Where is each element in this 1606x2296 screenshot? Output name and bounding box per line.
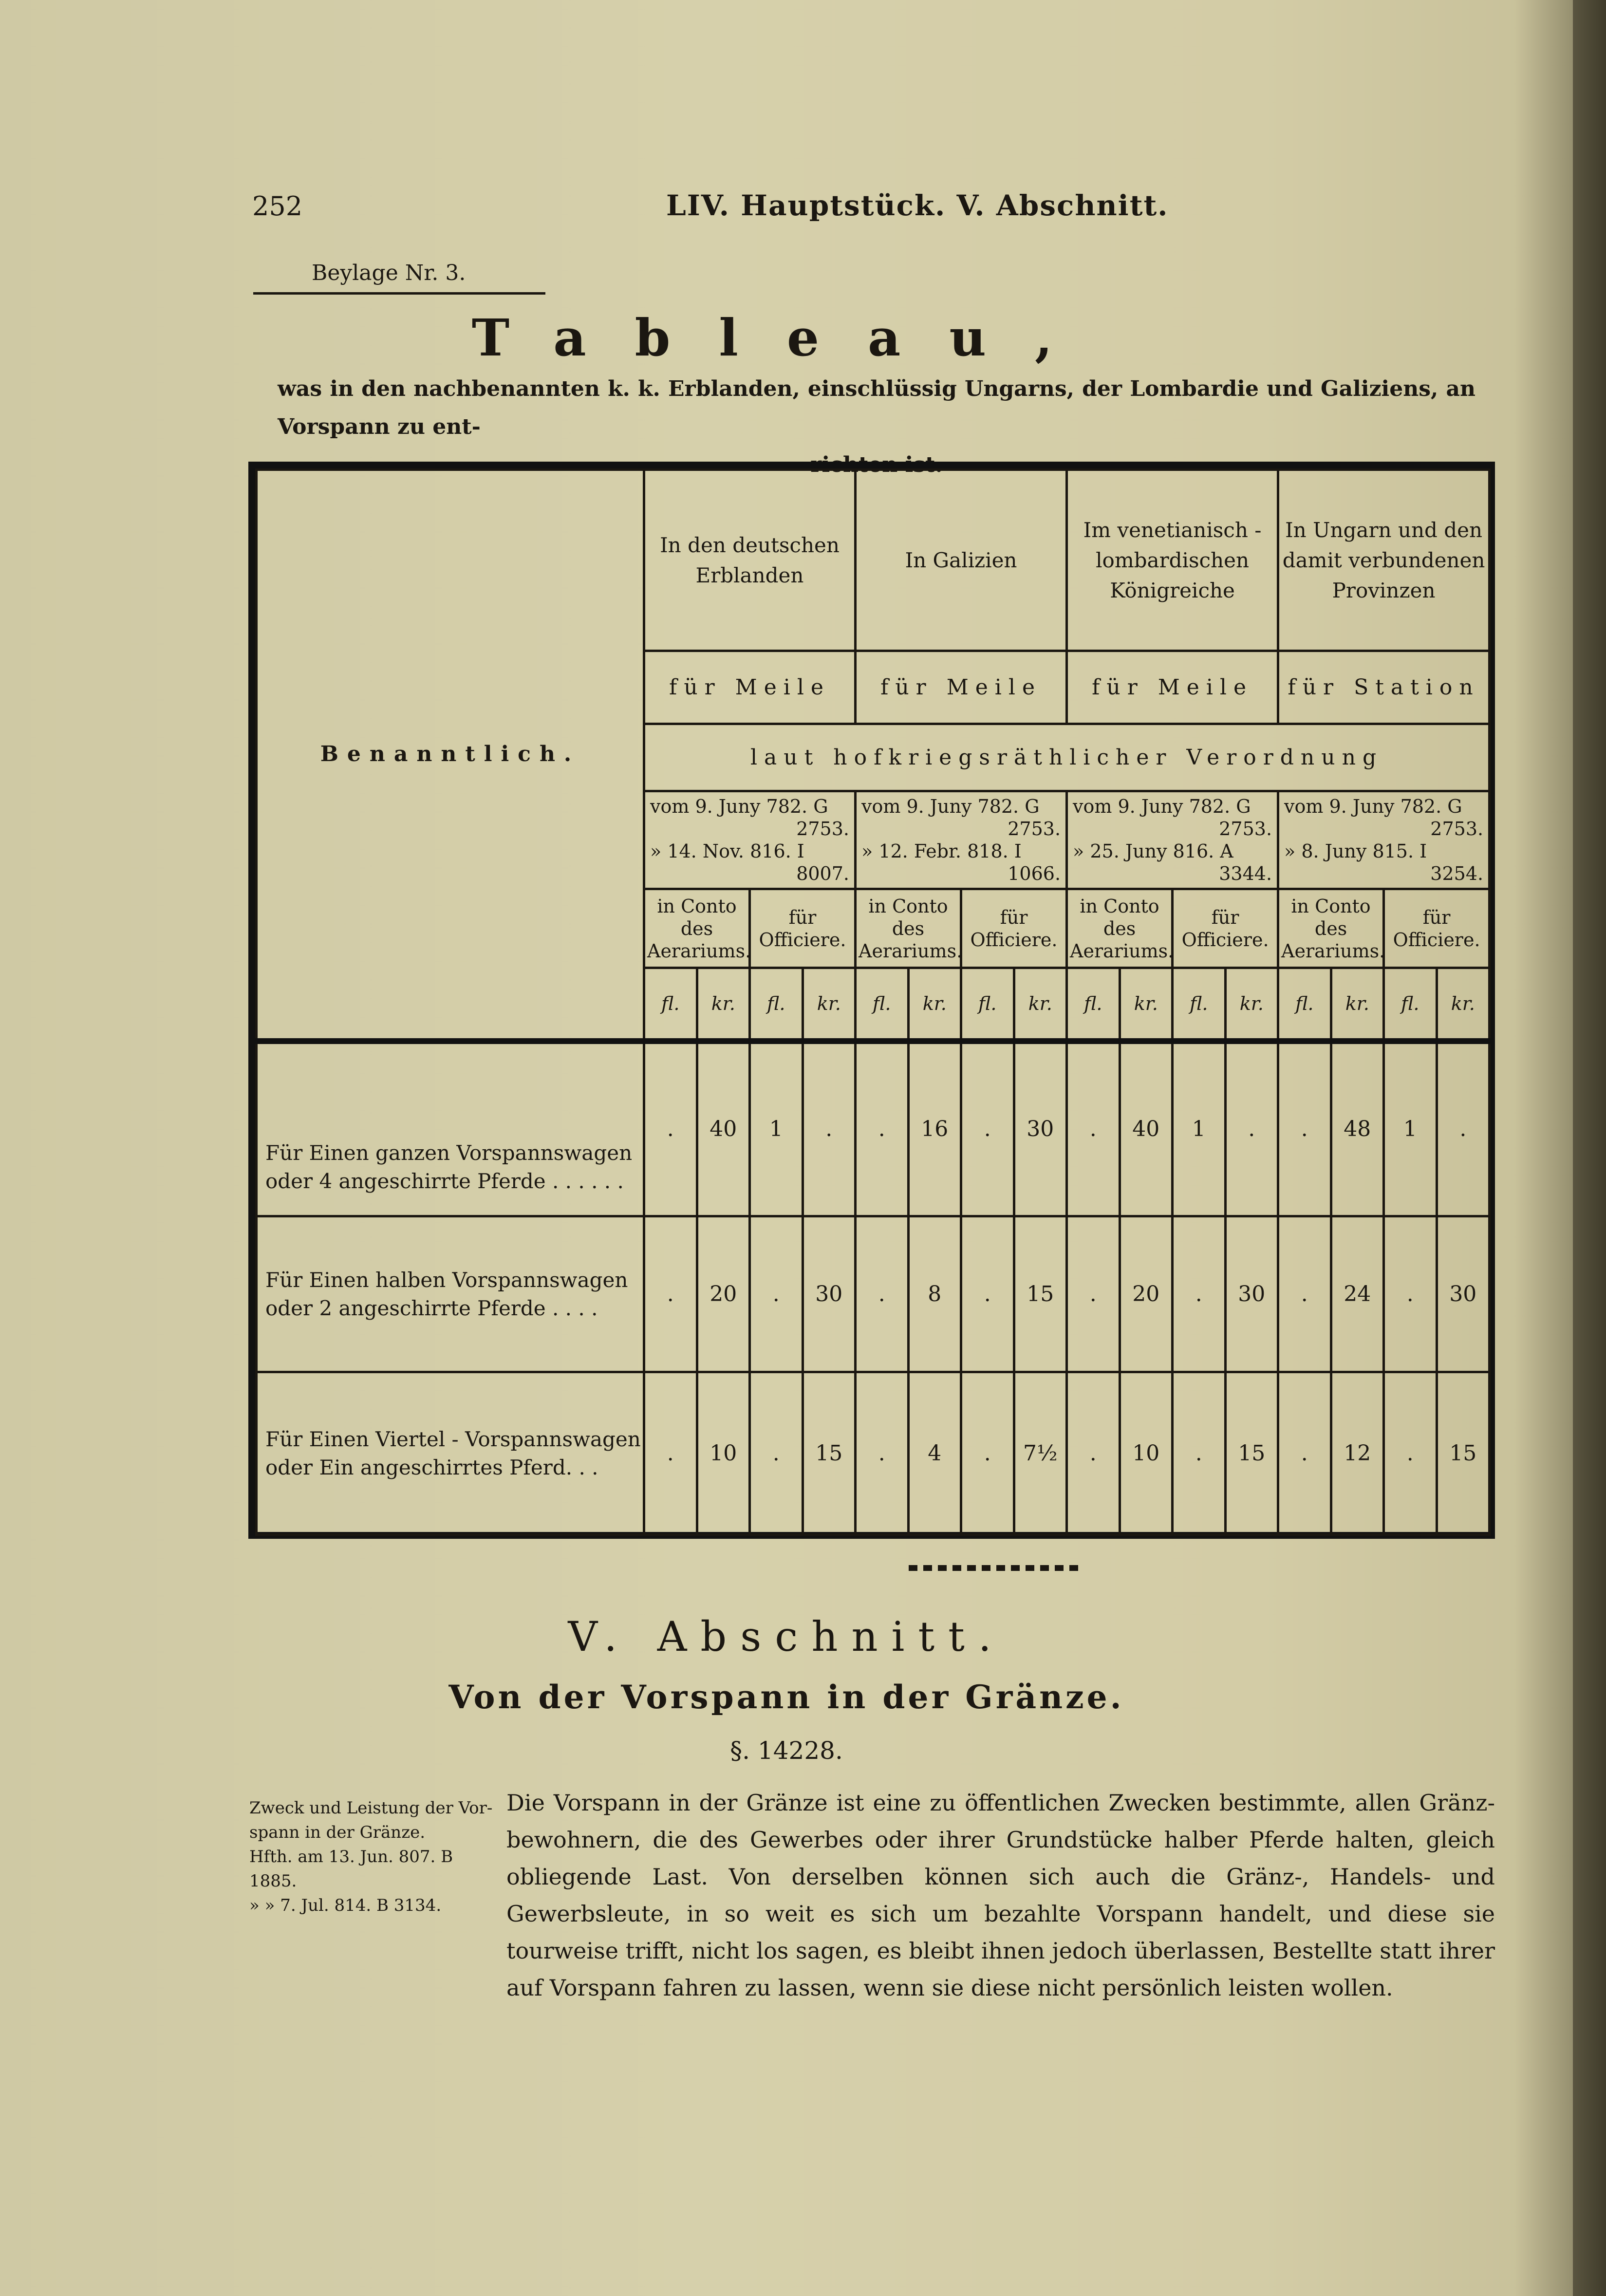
value-cell: 40 — [697, 1041, 750, 1216]
value-cell: 1 — [1173, 1041, 1226, 1216]
unit-kr: kr. — [1331, 968, 1384, 1041]
table-row — [257, 1372, 1490, 1535]
value-cell: . — [1173, 1216, 1226, 1372]
region-header: In Galizien — [856, 470, 1067, 651]
value-cell: 8 — [908, 1216, 961, 1372]
row-label: Für Einen ganzen Vorspannswagen oder 4 angeschirrte Pferde . . . . . . — [257, 1041, 644, 1216]
unit-fl: fl. — [750, 968, 803, 1041]
value-cell: 20 — [1120, 1216, 1173, 1372]
section-ornament — [909, 1565, 1084, 1571]
value-cell: . — [856, 1041, 909, 1216]
unit-fl: fl. — [644, 968, 697, 1041]
ordinance-date: vom 9. Juny 782. G 2753. » 14. Nov. 816. I 8007. — [644, 791, 856, 889]
officiere-header: für Officiere. — [750, 889, 856, 968]
rate-header: für Meile — [1067, 651, 1278, 724]
value-cell: . — [1225, 1041, 1278, 1216]
unit-kr: kr. — [1014, 968, 1067, 1041]
value-cell: . — [803, 1041, 856, 1216]
page-number: 252 — [252, 191, 303, 222]
value-cell: . — [644, 1372, 697, 1535]
value-cell: . — [961, 1372, 1014, 1535]
value-cell: . — [1173, 1372, 1226, 1535]
value-cell: 15 — [1225, 1372, 1278, 1535]
value-cell: 15 — [803, 1372, 856, 1535]
appendix-label: Beylage Nr. 3. — [312, 261, 466, 285]
ordinance-date: vom 9. Juny 782. G 2753. » 8. Juny 815. I 3254. — [1278, 791, 1490, 889]
value-cell: 24 — [1331, 1216, 1384, 1372]
unit-kr: kr. — [908, 968, 961, 1041]
ordinance-date: vom 9. Juny 782. G 2753. » 25. Juny 816. A 3344. — [1067, 791, 1278, 889]
value-cell: 15 — [1014, 1216, 1067, 1372]
value-cell: . — [1278, 1216, 1331, 1372]
region-header: In den deutschen Erblanden — [644, 470, 856, 651]
value-cell: 48 — [1331, 1041, 1384, 1216]
officiere-header: für Officiere. — [1173, 889, 1278, 968]
value-cell: . — [1384, 1216, 1437, 1372]
rate-header: für Station — [1278, 651, 1490, 724]
row-label: Für Einen Viertel - Vorspannswagen oder Ein angeschirrtes Pferd. . . — [257, 1372, 644, 1535]
unit-fl: fl. — [856, 968, 909, 1041]
aerarium-header: in Conto des Aerariums. — [856, 889, 961, 968]
unit-kr: kr. — [1120, 968, 1173, 1041]
value-cell: . — [961, 1041, 1014, 1216]
aerarium-header: in Conto des Aerariums. — [1278, 889, 1384, 968]
value-cell: . — [1067, 1041, 1120, 1216]
value-cell: . — [1067, 1216, 1120, 1372]
section-subtitle: Von der Vorspann in der Gränze. — [448, 1678, 1124, 1716]
value-cell: 20 — [697, 1216, 750, 1372]
value-cell: 1 — [1384, 1041, 1437, 1216]
value-cell: 1 — [750, 1041, 803, 1216]
rate-header: für Meile — [856, 651, 1067, 724]
aerarium-header: in Conto des Aerariums. — [1067, 889, 1173, 968]
officiere-header: für Officiere. — [1384, 889, 1490, 968]
value-cell: . — [750, 1216, 803, 1372]
table-row — [257, 1041, 1490, 1216]
unit-kr: kr. — [803, 968, 856, 1041]
unit-fl: fl. — [961, 968, 1014, 1041]
value-cell: 30 — [1014, 1041, 1067, 1216]
value-cell: 30 — [1437, 1216, 1490, 1372]
rate-header: für Meile — [644, 651, 856, 724]
section-title: V. Abschnitt. — [568, 1613, 1005, 1661]
value-cell: . — [1278, 1372, 1331, 1535]
value-cell: . — [856, 1372, 909, 1535]
tariff-table — [248, 462, 1495, 1539]
value-cell: 30 — [1225, 1216, 1278, 1372]
region-header: Im venetianisch - lombardischen Königreiche — [1067, 470, 1278, 651]
value-cell: . — [750, 1372, 803, 1535]
value-cell: . — [1384, 1372, 1437, 1535]
value-cell: 12 — [1331, 1372, 1384, 1535]
unit-fl: fl. — [1278, 968, 1331, 1041]
value-cell: . — [1067, 1372, 1120, 1535]
value-cell: . — [856, 1216, 909, 1372]
appendix-rule — [253, 292, 545, 295]
unit-fl: fl. — [1384, 968, 1437, 1041]
ordinance-header: laut hofkriegsräthlicher Verordnung — [644, 724, 1490, 791]
benanntlich-header: Benanntlich. — [257, 470, 644, 1041]
value-cell: 4 — [908, 1372, 961, 1535]
row-label: Für Einen halben Vorspannswagen oder 2 angeschirrte Pferde . . . . — [257, 1216, 644, 1372]
value-cell: 15 — [1437, 1372, 1490, 1535]
value-cell: 10 — [697, 1372, 750, 1535]
unit-kr: kr. — [1225, 968, 1278, 1041]
unit-fl: fl. — [1067, 968, 1120, 1041]
book-edge — [1573, 0, 1606, 2296]
value-cell: 30 — [803, 1216, 856, 1372]
value-cell: . — [644, 1041, 697, 1216]
unit-fl: fl. — [1173, 968, 1226, 1041]
officiere-header: für Officiere. — [961, 889, 1067, 968]
value-cell: 40 — [1120, 1041, 1173, 1216]
running-header: LIV. Hauptstück. V. Abschnitt. — [666, 189, 1169, 222]
value-cell: 7½ — [1014, 1372, 1067, 1535]
region-header: In Ungarn und den damit verbundenen Provinzen — [1278, 470, 1490, 651]
tableau-title: Tableau, — [471, 308, 1102, 368]
ordinance-date: vom 9. Juny 782. G 2753. » 12. Febr. 818. I 1066. — [856, 791, 1067, 889]
table-row — [257, 1216, 1490, 1372]
body-paragraph: Die Vorspann in der Gränze ist eine zu öffentlichen Zwecken bestimmte, allen Gränz-bewohnern, die des Gewerbes oder ihrer Grundstücke halber Pferde halten, gleich obliegende Last. Von derselben können sich auch die Gränz-, Handels- und Gewerbsleute, in so weit es sich um bezahlte Vorspann handelt, und diese sie tourweise trifft, nicht los sagen, es bleibt ihnen jedoch überlassen, Bestellte statt ihrer auf Vorspann fahren zu lassen, wenn sie diese nicht persönlich leisten wollen. — [506, 1790, 1495, 2001]
subtitle-end: richten ist. — [810, 452, 943, 477]
value-cell: . — [644, 1216, 697, 1372]
unit-kr: kr. — [1437, 968, 1490, 1041]
value-cell: . — [1437, 1041, 1490, 1216]
subtitle-main: was in den nachbenannten k. k. Erblanden, einschlüssig Ungarns, der Lombardie und Galiziens, an Vorspann zu ent- — [278, 376, 1475, 439]
paragraph-number: §. 14228. — [730, 1736, 843, 1765]
value-cell: 16 — [908, 1041, 961, 1216]
unit-kr: kr. — [697, 968, 750, 1041]
value-cell: . — [1278, 1041, 1331, 1216]
aerarium-header: in Conto des Aerariums. — [644, 889, 750, 968]
value-cell: . — [961, 1216, 1014, 1372]
value-cell: 10 — [1120, 1372, 1173, 1535]
margin-note: Zweck und Leistung der Vor- spann in der Gränze. Hfth. am 13. Jun. 807. B 1885. » » 7. Jul. 814. B 3134. — [249, 1798, 493, 1915]
